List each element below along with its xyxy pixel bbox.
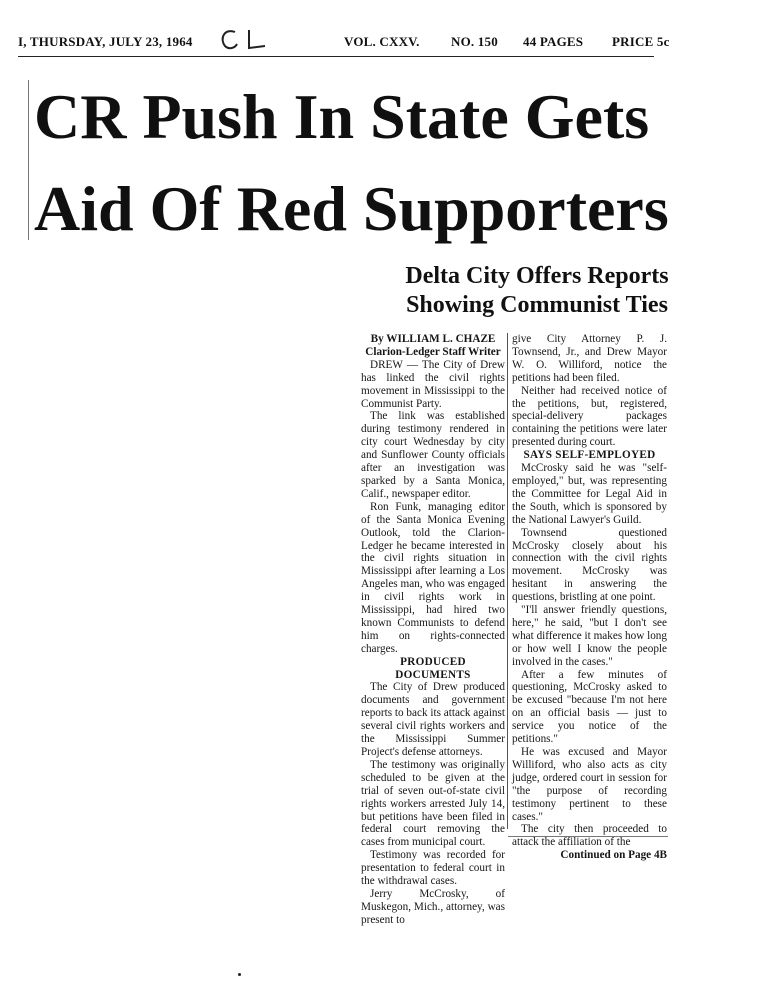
left-margin-rule	[28, 80, 29, 240]
article-column-1	[361, 333, 505, 927]
paragraph: The city then proceeded to attack the affiliation of the	[512, 823, 667, 849]
paragraph: The City of Drew produced documents and government reports to back its attack against several civil rights workers and the Mississippi Summer Project's defense attorneys.	[361, 681, 505, 758]
paragraph: DREW — The City of Drew has linked the civil rights movement in Mississippi to the Communist Party.	[361, 358, 505, 410]
deck-line-1: Delta City Offers Reports	[405, 263, 669, 289]
column-rule	[507, 333, 508, 829]
masthead-edition: I, THURSDAY, JULY 23, 1964	[18, 34, 193, 49]
paragraph: Townsend questioned McCrosky closely about his connection with the civil rights movement. McCrosky was hesitant in answering the questions, bristling at one point.	[512, 526, 667, 604]
paragraph: The link was established during testimony rendered in city court Wednesday by city and Sunflower County officials after an investigation was sparked by a Santa Monica, Calif., newspaper editor.	[361, 410, 505, 500]
paragraph: He was excused and Mayor Williford, who also acts as city judge, ordered court in session for "the purpose of recording testimony pertinent to these cases."	[512, 746, 667, 823]
masthead-price: PRICE 5c	[612, 34, 670, 49]
paragraph: After a few minutes of questioning, McCrosky asked to be excused "because I'm not here on an official basis — just to service you notice of the petitions."	[512, 668, 667, 746]
headline-line-2: Aid Of Red Supporters	[34, 173, 669, 244]
paragraph: Jerry McCrosky, of Muskegon, Mich., attorney, was present to	[361, 887, 505, 926]
end-rule	[508, 836, 668, 837]
handwritten-mark-icon	[217, 26, 269, 52]
paragraph: Ron Funk, managing editor of the Santa Monica Evening Outlook, told the Clarion-Ledger he became interested in the civil rights situation in Mississippi after learning a Los Angeles man, who was engaged in civil rights work in Mississippi, had hired two known Communists to defend him on rights-connected charges.	[361, 500, 505, 655]
paragraph: Testimony was recorded for presentation to federal court in the withdrawal cases.	[361, 849, 505, 888]
deck-line-2: Showing Communist Ties	[406, 292, 668, 318]
staff-line: Clarion-Ledger Staff Writer	[365, 345, 501, 358]
masthead-rule	[18, 56, 654, 57]
subhead: SAYS SELF-EMPLOYED	[523, 449, 656, 462]
paragraph: give City Attorney P. J. Townsend, Jr., and Drew Mayor W. O. Williford, notice the petitions had been filed.	[512, 333, 667, 384]
paragraph: McCrosky said he was "self-employed," but, was representing the Committee for Legal Aid in the South, which is sponsored by the National Lawyer's Guild.	[512, 462, 667, 526]
continued-line: Continued on Page 4B	[560, 849, 667, 862]
byline: By WILLIAM L. CHAZE	[370, 333, 496, 345]
masthead-volume: VOL. CXXV.	[344, 34, 420, 49]
headline-line-1: CR Push In State Gets	[34, 81, 650, 152]
paragraph: The testimony was originally scheduled to be given at the trial of seven out-of-state civil rights workers arrested July 14, but petitions have been filed in federal court removing the cases from municipal court.	[361, 758, 505, 849]
subhead: PRODUCED DOCUMENTS	[395, 655, 471, 681]
article-column-2	[512, 333, 667, 862]
speck	[238, 973, 241, 976]
paragraph: "I'll answer friendly questions, here," he said, "but I don't see what difference it makes how long or how well I know the people involved in the cases."	[512, 604, 667, 668]
masthead-pages: 44 PAGES	[523, 34, 584, 49]
paragraph: Neither had received notice of the petitions, but, registered, special-delivery packages containing the petitions were later presented during court.	[512, 384, 667, 449]
masthead-number: NO. 150	[451, 34, 498, 49]
